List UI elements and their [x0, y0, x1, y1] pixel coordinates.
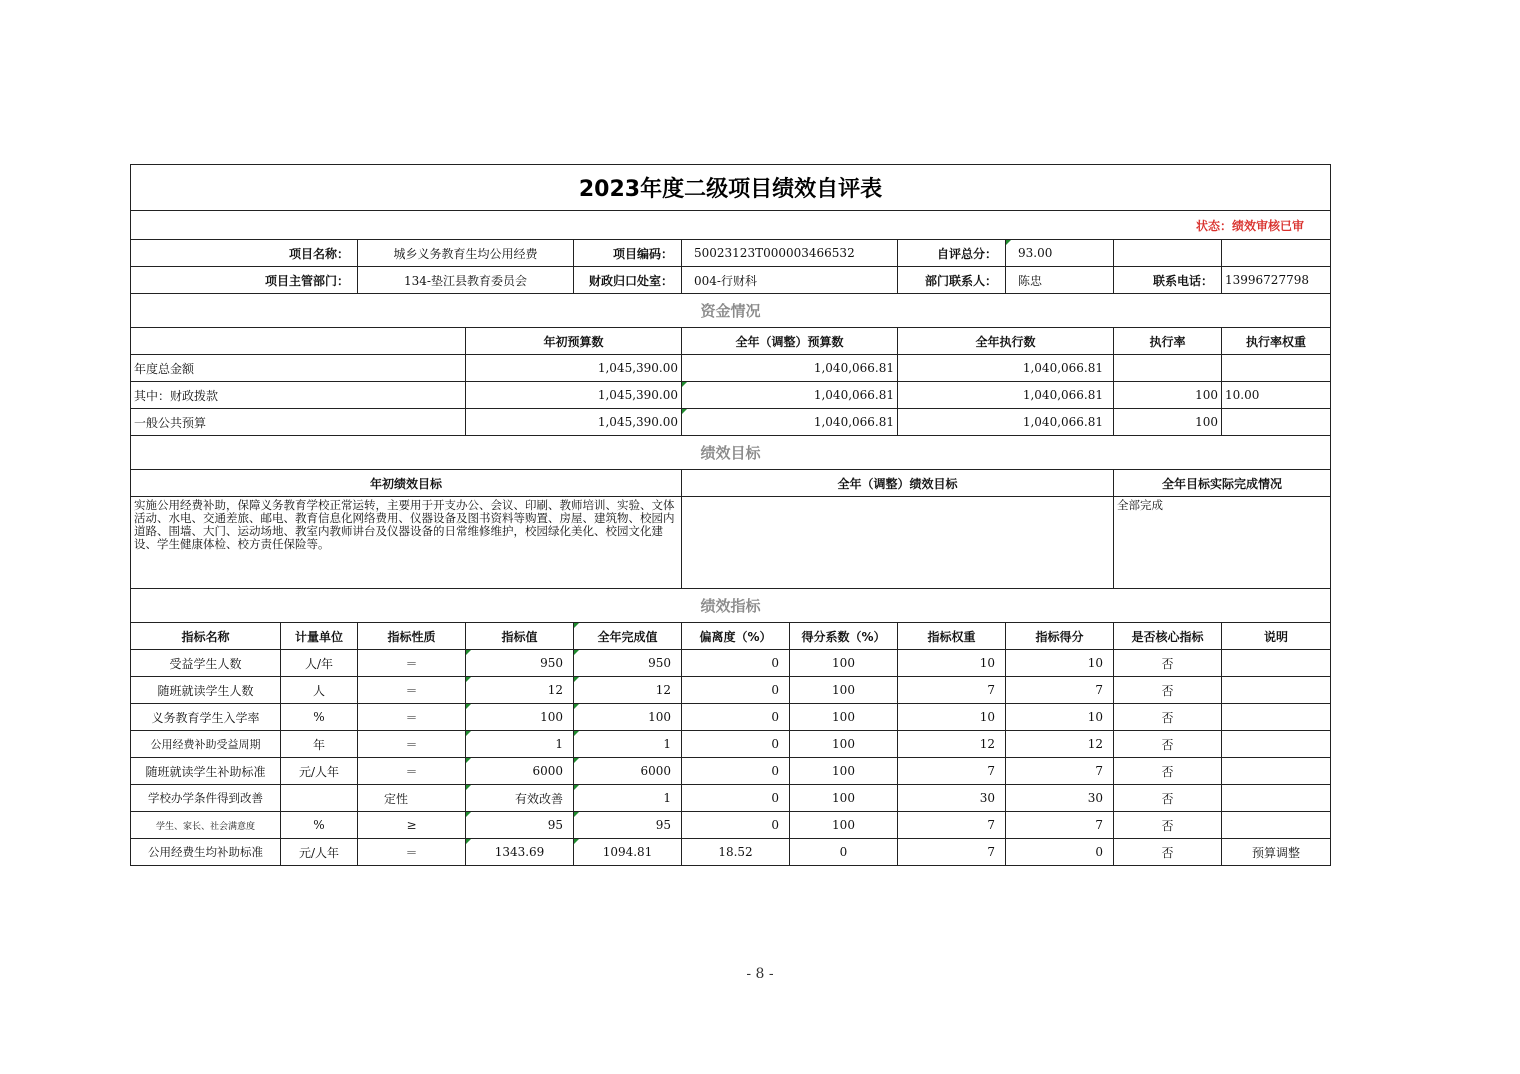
funds-executed: 1,040,066.81	[898, 409, 1114, 436]
indicator-name: 公用经费补助受益周期	[131, 731, 281, 758]
indicator-unit: 人/年	[281, 650, 358, 677]
indicator-note	[1222, 758, 1331, 785]
indicator-score: 7	[1006, 677, 1114, 704]
indicator-target: 6000	[466, 758, 574, 785]
funds-row-name: 年度总金额	[131, 355, 466, 382]
indicator-nature: ＝	[358, 704, 466, 731]
indicators-header-row	[131, 623, 1331, 650]
indicator-nature: ＝	[358, 758, 466, 785]
indicator-coef: 100	[790, 731, 898, 758]
goals-header-row	[131, 470, 1331, 497]
project-name-label: 项目名称：	[131, 240, 358, 267]
funds-weight	[1222, 409, 1331, 436]
indicator-weight: 7	[898, 758, 1006, 785]
funds-adjusted: 1,040,066.81	[682, 355, 898, 382]
indicator-coef: 100	[790, 785, 898, 812]
goals-header: 全年（调整）绩效目标	[682, 470, 1114, 497]
indicator-name: 随班就读学生补助标准	[131, 758, 281, 785]
indicator-actual: 1	[574, 785, 682, 812]
indicator-coef: 100	[790, 704, 898, 731]
funds-rate	[1114, 355, 1222, 382]
indicator-nature: ＝	[358, 677, 466, 704]
indicator-row	[131, 704, 1331, 731]
indicator-coef: 100	[790, 758, 898, 785]
indicator-target: 有效改善	[466, 785, 574, 812]
indicator-header: 是否核心指标	[1114, 623, 1222, 650]
contact-value: 陈忠	[1006, 267, 1114, 294]
funds-row-name: 一般公共预算	[131, 409, 466, 436]
indicator-score: 7	[1006, 758, 1114, 785]
indicator-note	[1222, 731, 1331, 758]
indicator-target: 1	[466, 731, 574, 758]
indicator-core: 否	[1114, 650, 1222, 677]
indicator-name: 公用经费生均补助标准	[131, 839, 281, 866]
indicator-actual: 1094.81	[574, 839, 682, 866]
goals-header: 年初绩效目标	[131, 470, 682, 497]
indicator-actual: 1	[574, 731, 682, 758]
funds-rate: 100	[1114, 409, 1222, 436]
indicator-score: 12	[1006, 731, 1114, 758]
indicator-header: 指标性质	[358, 623, 466, 650]
initial-goal-text: 实施公用经费补助，保障义务教育学校正常运转，主要用于开支办公、会议、印刷、教师培训、实验、文体活动、水电、交通差旅、邮电、教育信息化网络费用、仪器设备及图书资料等购置、房屋、建筑物、校园内道路、围墙、大门、运动场地、教室内教师讲台及仪器设备的日常维修维护，校园绿化美化、校园文化建设、学生健康体检、校方责任保险等。	[131, 497, 682, 589]
indicator-note	[1222, 650, 1331, 677]
funds-header: 全年执行数	[898, 328, 1114, 355]
funds-header: 全年（调整）预算数	[682, 328, 898, 355]
funds-initial: 1,045,390.00	[466, 355, 682, 382]
funds-weight	[1222, 355, 1331, 382]
indicator-row	[131, 785, 1331, 812]
indicator-header: 说明	[1222, 623, 1331, 650]
finance-label: 财政归口处室：	[574, 267, 682, 294]
indicator-unit	[281, 785, 358, 812]
self-evaluation-table	[130, 164, 1331, 866]
indicator-core: 否	[1114, 731, 1222, 758]
funds-row	[131, 355, 1331, 382]
indicator-deviation: 0	[682, 704, 790, 731]
indicator-weight: 7	[898, 677, 1006, 704]
empty-cell	[131, 328, 466, 355]
indicator-header: 指标得分	[1006, 623, 1114, 650]
indicator-score: 30	[1006, 785, 1114, 812]
indicator-row	[131, 812, 1331, 839]
indicator-target: 1343.69	[466, 839, 574, 866]
indicator-nature: ≥	[358, 812, 466, 839]
indicator-target: 12	[466, 677, 574, 704]
indicator-unit: %	[281, 812, 358, 839]
indicator-name: 义务教育学生入学率	[131, 704, 281, 731]
indicator-core: 否	[1114, 839, 1222, 866]
indicator-deviation: 0	[682, 758, 790, 785]
funds-row-name: 其中：财政拨款	[131, 382, 466, 409]
phone-value: 13996727798	[1222, 267, 1331, 294]
indicator-nature: ＝	[358, 650, 466, 677]
status-text: 状态：绩效审核已审	[131, 211, 1331, 240]
indicator-target: 95	[466, 812, 574, 839]
indicator-note: 预算调整	[1222, 839, 1331, 866]
indicator-score: 10	[1006, 704, 1114, 731]
indicator-name: 学校办学条件得到改善	[131, 785, 281, 812]
indicator-unit: 年	[281, 731, 358, 758]
indicator-target: 950	[466, 650, 574, 677]
indicator-header: 计量单位	[281, 623, 358, 650]
finance-value: 004-行财科	[682, 267, 898, 294]
funds-header: 执行率权重	[1222, 328, 1331, 355]
funds-header: 执行率	[1114, 328, 1222, 355]
funds-initial: 1,045,390.00	[466, 382, 682, 409]
dept-value: 134-垫江县教育委员会	[358, 267, 574, 294]
indicator-coef: 100	[790, 677, 898, 704]
indicator-weight: 7	[898, 839, 1006, 866]
indicator-target: 100	[466, 704, 574, 731]
indicator-deviation: 0	[682, 677, 790, 704]
funds-rate: 100	[1114, 382, 1222, 409]
funds-initial: 1,045,390.00	[466, 409, 682, 436]
funds-adjusted: 1,040,066.81	[682, 382, 898, 409]
indicator-unit: 元/人年	[281, 839, 358, 866]
funds-executed: 1,040,066.81	[898, 382, 1114, 409]
indicator-coef: 0	[790, 839, 898, 866]
funds-adjusted: 1,040,066.81	[682, 409, 898, 436]
goals-header: 全年目标实际完成情况	[1114, 470, 1331, 497]
indicator-core: 否	[1114, 785, 1222, 812]
indicator-actual: 100	[574, 704, 682, 731]
self-score-value: 93.00	[1006, 240, 1114, 267]
indicator-deviation: 0	[682, 812, 790, 839]
project-code-value: 50023123T000003466532	[682, 240, 898, 267]
indicator-actual: 6000	[574, 758, 682, 785]
indicator-nature: ＝	[358, 731, 466, 758]
indicator-note	[1222, 785, 1331, 812]
indicator-row	[131, 677, 1331, 704]
actual-completion-text: 全部完成	[1114, 497, 1331, 589]
indicator-actual: 95	[574, 812, 682, 839]
indicator-core: 否	[1114, 812, 1222, 839]
goals-row	[131, 497, 1331, 589]
dept-label: 项目主管部门：	[131, 267, 358, 294]
indicator-header: 偏离度（%）	[682, 623, 790, 650]
indicator-unit: 人	[281, 677, 358, 704]
indicator-deviation: 0	[682, 785, 790, 812]
funds-row	[131, 382, 1331, 409]
indicator-weight: 12	[898, 731, 1006, 758]
indicator-note	[1222, 812, 1331, 839]
indicator-row	[131, 758, 1331, 785]
indicator-weight: 10	[898, 704, 1006, 731]
indicator-deviation: 0	[682, 731, 790, 758]
page-title: 2023年度二级项目绩效自评表	[131, 165, 1331, 211]
indicator-header: 指标权重	[898, 623, 1006, 650]
adjusted-goal-text	[682, 497, 1114, 589]
indicator-name: 受益学生人数	[131, 650, 281, 677]
indicator-row	[131, 650, 1331, 677]
indicator-header: 全年完成值	[574, 623, 682, 650]
self-score-label: 自评总分：	[898, 240, 1006, 267]
phone-label: 联系电话：	[1114, 267, 1222, 294]
indicator-actual: 950	[574, 650, 682, 677]
indicator-deviation: 18.52	[682, 839, 790, 866]
indicator-score: 0	[1006, 839, 1114, 866]
indicator-note	[1222, 677, 1331, 704]
goals-section-title: 绩效目标	[131, 436, 1331, 470]
indicator-weight: 30	[898, 785, 1006, 812]
info-row-2	[131, 267, 1331, 294]
indicator-header: 指标名称	[131, 623, 281, 650]
indicator-actual: 12	[574, 677, 682, 704]
indicator-unit: 元/人年	[281, 758, 358, 785]
indicator-nature: 定性	[358, 785, 466, 812]
indicator-header: 指标值	[466, 623, 574, 650]
funds-section-title: 资金情况	[131, 294, 1331, 328]
indicator-core: 否	[1114, 758, 1222, 785]
indicator-score: 10	[1006, 650, 1114, 677]
funds-header-row	[131, 328, 1331, 355]
indicator-weight: 7	[898, 812, 1006, 839]
empty-cell	[1114, 240, 1222, 267]
indicator-score: 7	[1006, 812, 1114, 839]
project-name-value: 城乡义务教育生均公用经费	[358, 240, 574, 267]
funds-header: 年初预算数	[466, 328, 682, 355]
indicator-name: 学生、家长、社会满意度	[131, 812, 281, 839]
funds-weight: 10.00	[1222, 382, 1331, 409]
funds-row	[131, 409, 1331, 436]
indicators-section-title: 绩效指标	[131, 589, 1331, 623]
indicator-name: 随班就读学生人数	[131, 677, 281, 704]
project-code-label: 项目编码：	[574, 240, 682, 267]
indicator-header: 得分系数（%）	[790, 623, 898, 650]
page-number: - 8 -	[746, 966, 774, 982]
indicator-nature: ＝	[358, 839, 466, 866]
indicator-coef: 100	[790, 812, 898, 839]
indicator-note	[1222, 704, 1331, 731]
funds-executed: 1,040,066.81	[898, 355, 1114, 382]
indicator-core: 否	[1114, 677, 1222, 704]
empty-cell	[1222, 240, 1331, 267]
indicator-deviation: 0	[682, 650, 790, 677]
indicator-coef: 100	[790, 650, 898, 677]
indicator-core: 否	[1114, 704, 1222, 731]
indicator-weight: 10	[898, 650, 1006, 677]
indicator-row	[131, 731, 1331, 758]
indicator-unit: %	[281, 704, 358, 731]
contact-label: 部门联系人：	[898, 267, 1006, 294]
indicator-row	[131, 839, 1331, 866]
info-row-1	[131, 240, 1331, 267]
